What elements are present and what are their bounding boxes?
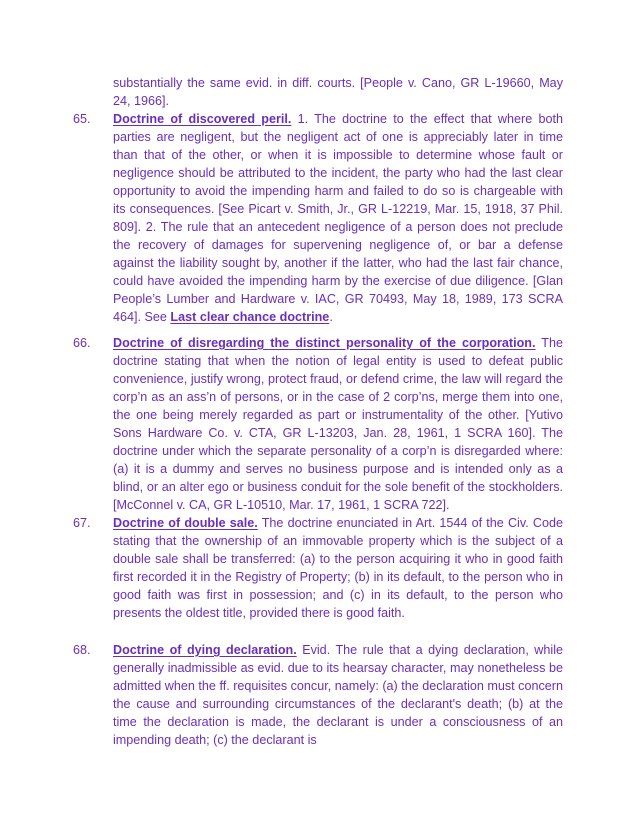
entry-definition: 1. The doctrine to the effect that where both parties are negligent, but the negligent act of one is appreciably later in time than that of the other, or when it is impossible to determine whose fault or negligence should be attributed to the incident, the party who had the last clear opportunity to avoid the impending harm and failed to do so is chargeable with its consequences. [See Picart v. Smith, Jr., GR L-12219, Mar. 15, 1918, 37 Phil. 809]. 2. The rule that an antecedent negligence of a person does not preclude the recovery of damages for supervening negligence of, or bar a defense against the liability sought by, another if the latter, who had the last fair chance, could have avoided the impending harm by the exercise of due diligence. [Glan People’s Lumber and Hardware v. IAC, GR 70493, May 18, 1989, 173 SCRA 464]. See: [113, 112, 563, 324]
entry-66: [73, 334, 563, 514]
entry-body: [113, 641, 563, 749]
entry-number: 68.: [73, 643, 91, 657]
entry-number: 67.: [73, 516, 91, 530]
entry-definition: The doctrine stating that when the notion of legal entity is used to defeat public convenience, justify wrong, protect fraud, or defend crime, the law will regard the corp’n as an ass’n of persons, or in the case of 2 corp’ns, merge them into one, the one being merely regarded as part or instrumentality of the other. [Yutivo Sons Hardware Co. v. CTA, GR L-13203, Jan. 28, 1961, 1 SCRA 160]. The doctrine under which the separate personality of a corp’n is disregarded where: (a) it is a dummy and serves no business purpose and is intended only as a blind, or an alter ego or business conduit for the sole benefit of the stockholders. [McConnel v. CA, GR L-10510, Mar. 17, 1961, 1 SCRA 722].: [113, 336, 563, 512]
entry-term: Doctrine of dying declaration.: [113, 643, 297, 657]
entry-number: 65.: [73, 112, 91, 126]
entry-body: [113, 110, 563, 326]
entry-term: Doctrine of discovered peril.: [113, 112, 292, 126]
entry-65: [73, 110, 563, 326]
entry-definition: Evid. The rule that a dying declaration, while generally inadmissible as evid. due to its hearsay character, may nonetheless be admitted when the ff. requisites concur, namely: (a) the declaration must concern the cause and surrounding circumstances of the declarant's death; (b) at the time the declaration is made, the declarant is under a consciousness of an impending death; (c) the declarant is: [113, 643, 563, 747]
entry-body: [113, 514, 563, 622]
entry-term: Doctrine of double sale.: [113, 516, 258, 530]
entry-term: Doctrine of disregarding the distinct personality of the corporation.: [113, 336, 536, 350]
entry-continuation: [73, 74, 563, 110]
entry-definition: The doctrine enunciated in Art. 1544 of the Civ. Code stating that the ownership of an immovable property which is the subject of a double sale shall be transferred: (a) to the person acquiring it who in good faith first recorded it in the Registry of Property; (b) in its default, to the person who in good faith was first in possession; and (c) in its default, to the person who presents the oldest title, provided there is good faith.: [113, 516, 563, 620]
entry-68: [73, 641, 563, 749]
entry-number: 66.: [73, 336, 91, 350]
cross-reference-link[interactable]: Last clear chance doctrine: [170, 310, 330, 324]
entry-tail: .: [329, 310, 333, 324]
entry-67: [73, 514, 563, 622]
entry-body: [113, 334, 563, 514]
entry-continuation-text: substantially the same evid. in diff. courts. [People v. Cano, GR L-19660, May 24, 1966].: [113, 76, 563, 108]
